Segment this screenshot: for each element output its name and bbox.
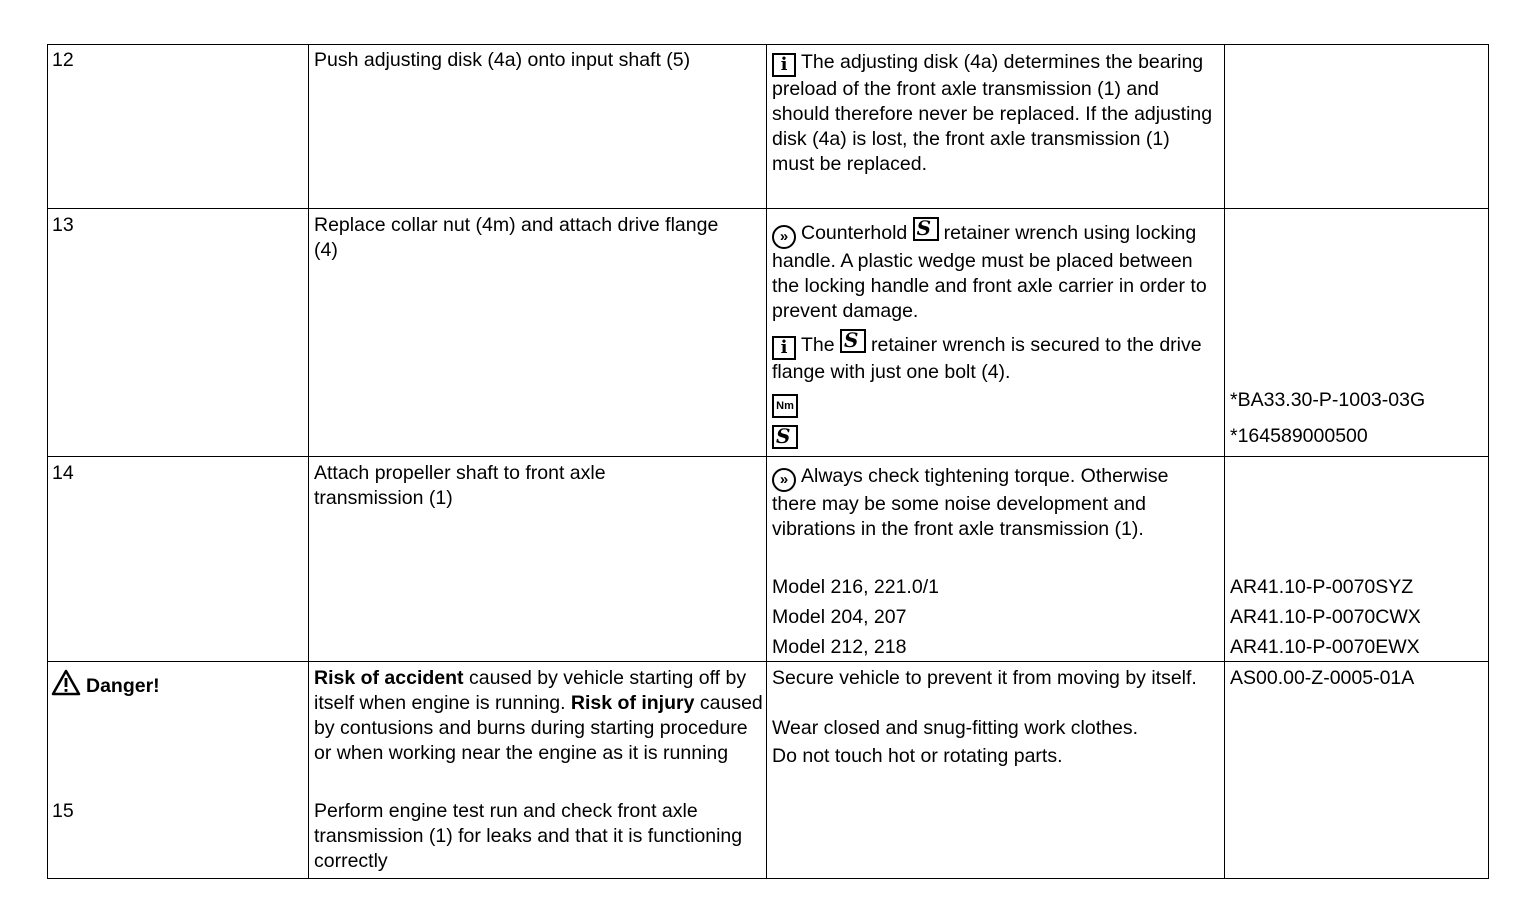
note-text: » Counterhold S retainer wrench using locking handle. A plastic wedge must be placed between the locking handle and front axle carrier in order to prevent damage.: [772, 216, 1207, 322]
step-number: 15: [52, 800, 74, 822]
reference-link[interactable]: AR41.10-P-0070SYZ: [1230, 576, 1414, 598]
step-number: 13: [52, 214, 74, 236]
reference-link[interactable]: *BA33.30-P-1003-03G: [1230, 389, 1426, 411]
row-divider: [48, 208, 1488, 209]
column-divider: [308, 45, 309, 878]
safety-measures: Do not touch hot or rotating parts.: [772, 745, 1063, 767]
row-divider: [48, 456, 1488, 457]
note-text: » Always check tightening torque. Otherwise there may be some noise development and vibrations in the front axle transmission (1).: [772, 465, 1169, 540]
safety-measures: Wear closed and snug-fitting work clothes.: [772, 717, 1138, 739]
special-tool-icon: S: [913, 217, 939, 241]
torque-icon-row: [772, 389, 803, 418]
step-number: 14: [52, 462, 74, 484]
special-tool-icon: S: [772, 425, 798, 449]
info-note: i The adjusting disk (4a) determines the bearing preload of the front axle transmission (1) and should therefore never be replaced. If the adjusting disk (4a) is lost, the front axle transmission (1) must be replaced.: [772, 51, 1213, 175]
reference-link[interactable]: AS00.00-Z-0005-01A: [1230, 667, 1415, 689]
safety-measures: Secure vehicle to prevent it from moving by itself.: [772, 667, 1197, 689]
column-divider: [766, 45, 767, 878]
model-label: Model 212, 218: [772, 636, 907, 658]
danger-text: Risk of accident caused by vehicle starting off by itself when engine is running. Risk of injury caused by contusions and burns during starting procedure or when working near the engine as it is running: [314, 667, 763, 764]
info-icon: i: [772, 53, 796, 77]
warning-triangle-icon: [51, 669, 81, 696]
note-icon: »: [772, 468, 796, 492]
step-number: 12: [52, 49, 74, 71]
row-divider: [48, 661, 1488, 662]
info-note: i The S retainer wrench is secured to the drive flange with just one bolt (4).: [772, 328, 1202, 383]
model-label: Model 204, 207: [772, 606, 907, 628]
torque-icon: Nm: [772, 394, 798, 418]
info-icon: i: [772, 336, 796, 360]
column-divider: [1224, 45, 1225, 878]
reference-link[interactable]: AR41.10-P-0070EWX: [1230, 636, 1420, 658]
step-action: Push adjusting disk (4a) onto input shaft (5): [314, 49, 691, 71]
model-label: Model 216, 221.0/1: [772, 576, 939, 598]
danger-label: Danger!: [51, 669, 160, 699]
procedure-table: [47, 44, 1489, 879]
step-action: Perform engine test run and check front axle transmission (1) for leaks and that it is functioning correctly: [314, 800, 743, 872]
step-action: Replace collar nut (4m) and attach drive flange (4): [314, 214, 719, 261]
reference-link[interactable]: AR41.10-P-0070CWX: [1230, 606, 1421, 628]
step-action: Attach propeller shaft to front axle transmission (1): [314, 462, 606, 509]
note-icon: »: [772, 225, 796, 249]
tool-icon-row: [772, 425, 803, 454]
special-tool-icon: S: [840, 329, 866, 353]
reference-link[interactable]: *164589000500: [1230, 425, 1368, 447]
